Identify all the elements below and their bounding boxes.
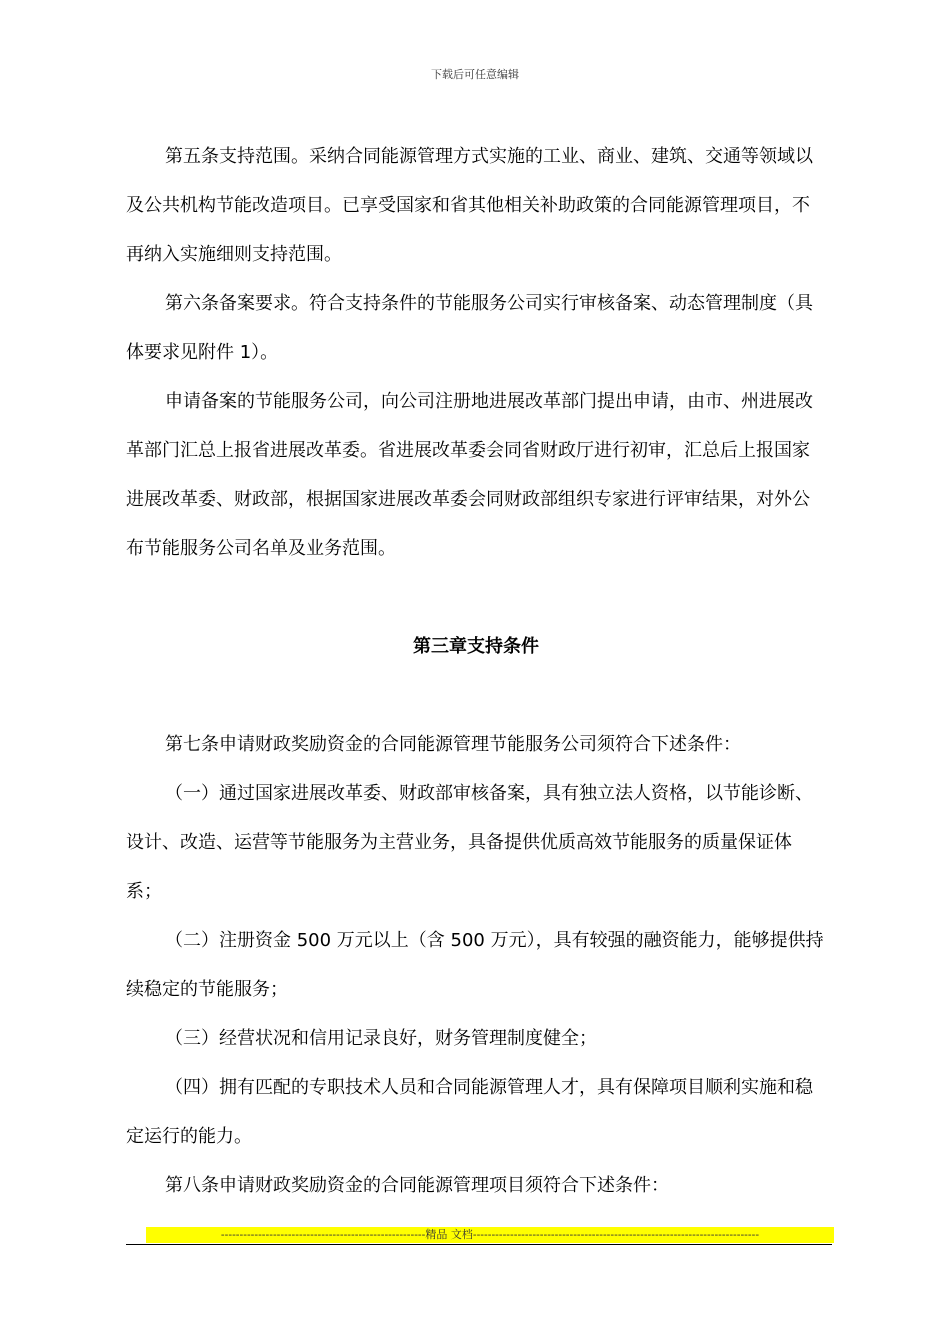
chapter-3-heading: 第三章支持条件 xyxy=(413,636,539,657)
document-body xyxy=(126,132,826,1210)
condition-4-paragraph: （四）拥有匹配的专职技术人员和合同能源管理人才，具有保障项目顺利实施和稳定运行的能力。 xyxy=(126,1077,813,1147)
footer-rule-line xyxy=(126,1244,832,1245)
page-footer xyxy=(126,1227,832,1245)
footer-highlight-band xyxy=(146,1227,834,1243)
footer-dashes-left: ------------------------------------------------------- xyxy=(220,1228,426,1241)
article-5-scope-paragraph: 第五条支持范围。采纳合同能源管理方式实施的工业、商业、建筑、交通等领域以及公共机构节能改造项目。已享受国家和省其他相关补助政策的合同能源管理项目，不再纳入实施细则支持范围。 xyxy=(126,146,813,265)
article-7-paragraph: 第七条申请财政奖励资金的合同能源管理节能服务公司须符合下述条件： xyxy=(165,734,741,755)
page-header: 下载后可任意编辑 xyxy=(431,68,519,81)
filing-procedure-paragraph: 申请备案的节能服务公司，向公司注册地进展改革部门提出申请，由市、州进展改革部门汇总上报省进展改革委。省进展改革委会同省财政厅进行初审，汇总后上报国家进展改革委、财政部，根据国家进展改革委会同财政部组织专家进行评审结果，对外公布节能服务公司名单及业务范围。 xyxy=(126,391,813,559)
condition-2-paragraph: （二）注册资金 500 万元以上（含 500 万元），具有较强的融资能力，能够提供持续稳定的节能服务； xyxy=(126,930,824,1000)
article-8-paragraph: 第八条申请财政奖励资金的合同能源管理项目须符合下述条件： xyxy=(165,1175,669,1196)
article-6-filing-paragraph: 第六条备案要求。符合支持条件的节能服务公司实行审核备案、动态管理制度（具体要求见附件 1）。 xyxy=(126,293,813,363)
footer-dashes-right: ----------------------------------------------------------------------------- xyxy=(472,1228,760,1241)
condition-1-paragraph: （一）通过国家进展改革委、财政部审核备案，具有独立法人资格，以节能诊断、设计、改造、运营等节能服务为主营业务，具备提供优质高效节能服务的质量保证体系； xyxy=(126,783,813,902)
footer-label: 精品 文档 xyxy=(425,1228,473,1241)
condition-3-paragraph: （三）经营状况和信用记录良好，财务管理制度健全； xyxy=(165,1028,597,1049)
